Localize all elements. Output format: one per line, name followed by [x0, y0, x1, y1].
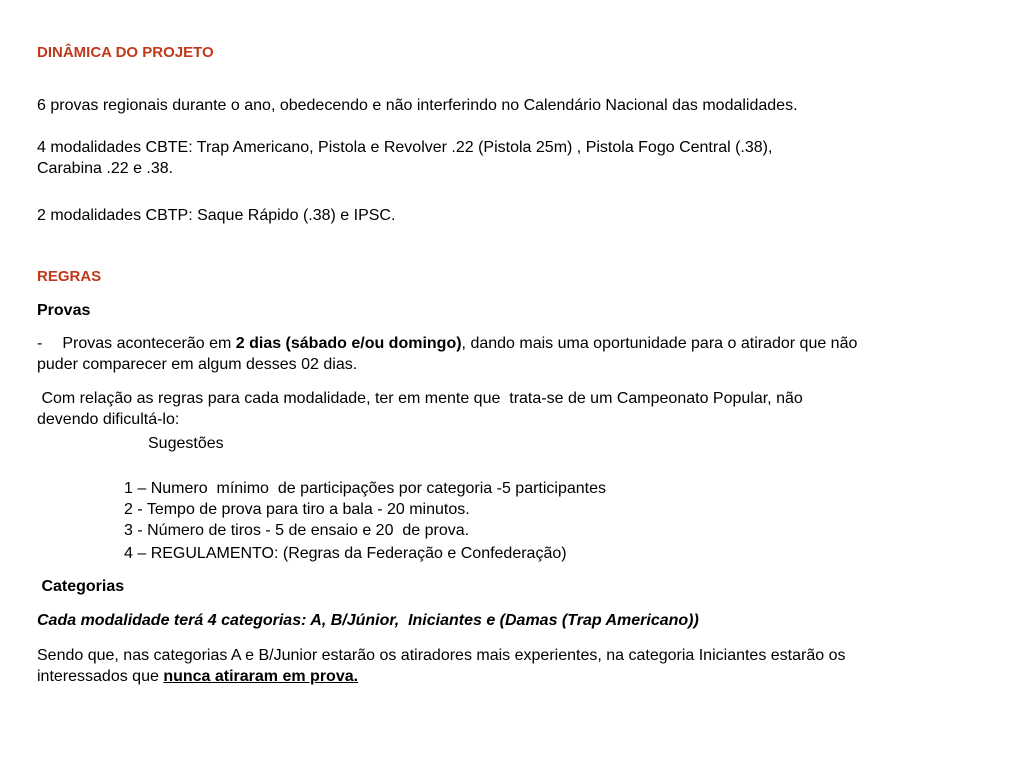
- provas-subheading: Provas: [37, 302, 91, 319]
- rules-heading: REGRAS: [37, 268, 102, 285]
- provas-bullet-line-1: [37, 333, 857, 354]
- bullet-text-bold: 2 dias (sábado e/ou domingo): [235, 335, 462, 352]
- explanation-prefix: interessados que: [37, 668, 164, 685]
- categories-subheading: Categorias: [37, 578, 125, 595]
- provas-bullet-line-2: puder comparecer em algum desses 02 dias.: [37, 356, 358, 373]
- categories-explanation-line-2: [37, 666, 358, 687]
- dynamics-paragraph-3: 2 modalidades CBTP: Saque Rápido (.38) e IPSC.: [37, 207, 396, 224]
- bullet-text-suffix: , dando mais uma oportunidade para o atirador que não: [461, 335, 858, 352]
- bullet-text-prefix: Provas acontecerão em: [62, 335, 236, 352]
- suggestion-item: 1 – Numero mínimo de participações por categoria -5 participantes: [124, 480, 607, 497]
- suggestion-item: 2 - Tempo de prova para tiro a bala - 20 minutos.: [124, 501, 470, 518]
- bullet-dash: -: [37, 335, 43, 352]
- never-fired-emphasis: nunca atiraram em prova.: [163, 668, 359, 685]
- suggestions-title: Sugestões: [148, 435, 224, 452]
- rules-note-line-2: devendo dificultá-lo:: [37, 411, 180, 428]
- categories-description: Cada modalidade terá 4 categorias: A, B/Júnior, Iniciantes e (Damas (Trap Americano)): [37, 612, 699, 629]
- rules-note-line-1: Com relação as regras para cada modalidade, ter em mente que trata-se de um Campeonato Popular, não: [37, 390, 803, 407]
- suggestion-item: 4 – REGULAMENTO: (Regras da Federação e Confederação): [124, 545, 567, 562]
- suggestion-item: 3 - Número de tiros - 5 de ensaio e 20 de prova.: [124, 522, 470, 539]
- categories-explanation-line-1: Sendo que, nas categorias A e B/Junior estarão os atiradores mais experientes, na categoria Iniciantes estarão os: [37, 647, 846, 664]
- dynamics-paragraph-2-line-1: 4 modalidades CBTE: Trap Americano, Pistola e Revolver .22 (Pistola 25m) , Pistola Fogo Central (.38),: [37, 139, 773, 156]
- dynamics-heading: DINÂMICA DO PROJETO: [37, 44, 214, 61]
- dynamics-paragraph-2-line-2: Carabina .22 e .38.: [37, 160, 174, 177]
- dynamics-paragraph-1: 6 provas regionais durante o ano, obedecendo e não interferindo no Calendário Nacional das modalidades.: [37, 97, 798, 114]
